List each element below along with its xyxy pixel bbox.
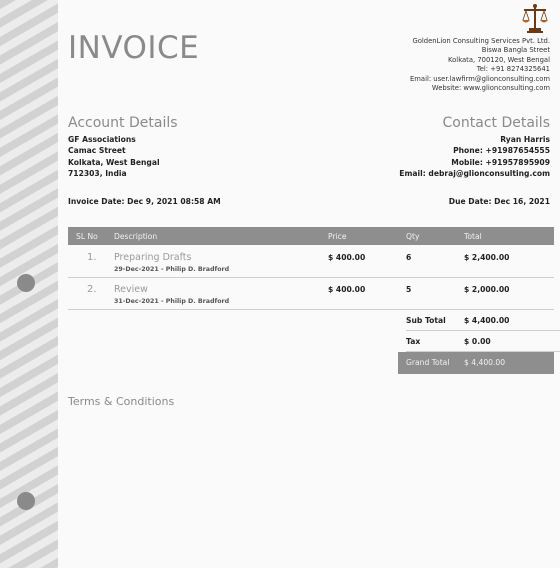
account-postcode: 712303, India [68,168,127,178]
header-sl-no: SL No [76,232,98,241]
row-total: $ 2,400.00 [464,253,510,262]
row-subtext: 29-Dec-2021 - Philip D. Bradford [114,266,230,273]
grand-total-value: $ 4,400.00 [464,358,506,367]
contact-email: Email: debraj@glionconsulting.com [399,168,550,178]
tax-label: Tax [406,337,421,346]
company-street: Biswa Bangla Street [481,46,550,55]
row-total: $ 2,000.00 [464,285,510,294]
subtotal-value: $ 4,400.00 [464,316,510,325]
tax-row [406,331,560,352]
account-name: GF Associations [68,135,136,144]
account-city: Kolkata, West Bengal [68,157,160,167]
header-price: Price [328,232,347,241]
company-email: Email: user.lawfirm@glionconsulting.com [409,74,550,83]
header-qty: Qty [406,232,420,241]
header-description: Description [114,232,158,241]
account-details-heading: Account Details [68,115,178,131]
company-name: GoldenLion Consulting Services Pvt. Ltd. [412,37,550,45]
header-total: Total [464,232,482,241]
row-description: Review [114,284,148,295]
row-qty: 6 [406,253,412,262]
contact-mobile: Mobile: +91957895909 [451,157,550,167]
row-number: 1. [87,252,97,263]
terms-and-conditions-heading: Terms & Conditions [68,395,175,408]
invoice-date: Invoice Date: Dec 9, 2021 08:58 AM [68,197,221,206]
table-header [68,227,554,245]
table-row [68,279,554,310]
row-subtext: 31-Dec-2021 - Philip D. Bradford [114,298,230,305]
row-description: Preparing Drafts [114,252,192,263]
invoice-page [58,0,560,568]
binder-hole-bottom [17,492,35,510]
row-qty: 5 [406,285,412,294]
subtotal-label: Sub Total [406,316,446,325]
account-street: Camac Street [68,146,126,156]
due-date: Due Date: Dec 16, 2021 [448,197,550,206]
tax-value: $ 0.00 [464,337,491,346]
grand-total-row [398,352,554,374]
contact-phone: Phone: +91987654555 [453,146,550,156]
binder-hole-top [17,274,35,292]
company-city: Kolkata, 700120, West Bengal [448,55,550,64]
account-details-block [68,134,160,179]
subtotal-row [406,310,560,331]
scales-of-justice-icon [520,3,550,33]
company-phone: Tel: +91 8274325641 [476,65,550,74]
grand-total-label: Grand Total [406,358,450,367]
company-website: Website: www.glionconsulting.com [431,84,550,93]
invoice-title: INVOICE [68,30,200,66]
table-row [68,247,554,278]
row-price: $ 400.00 [328,253,366,262]
contact-name: Ryan Harris [500,135,550,144]
row-price: $ 400.00 [328,285,366,294]
row-number: 2. [87,284,97,295]
company-address-block [410,37,550,93]
contact-details-heading: Contact Details [442,115,550,131]
contact-details-block [399,134,550,179]
